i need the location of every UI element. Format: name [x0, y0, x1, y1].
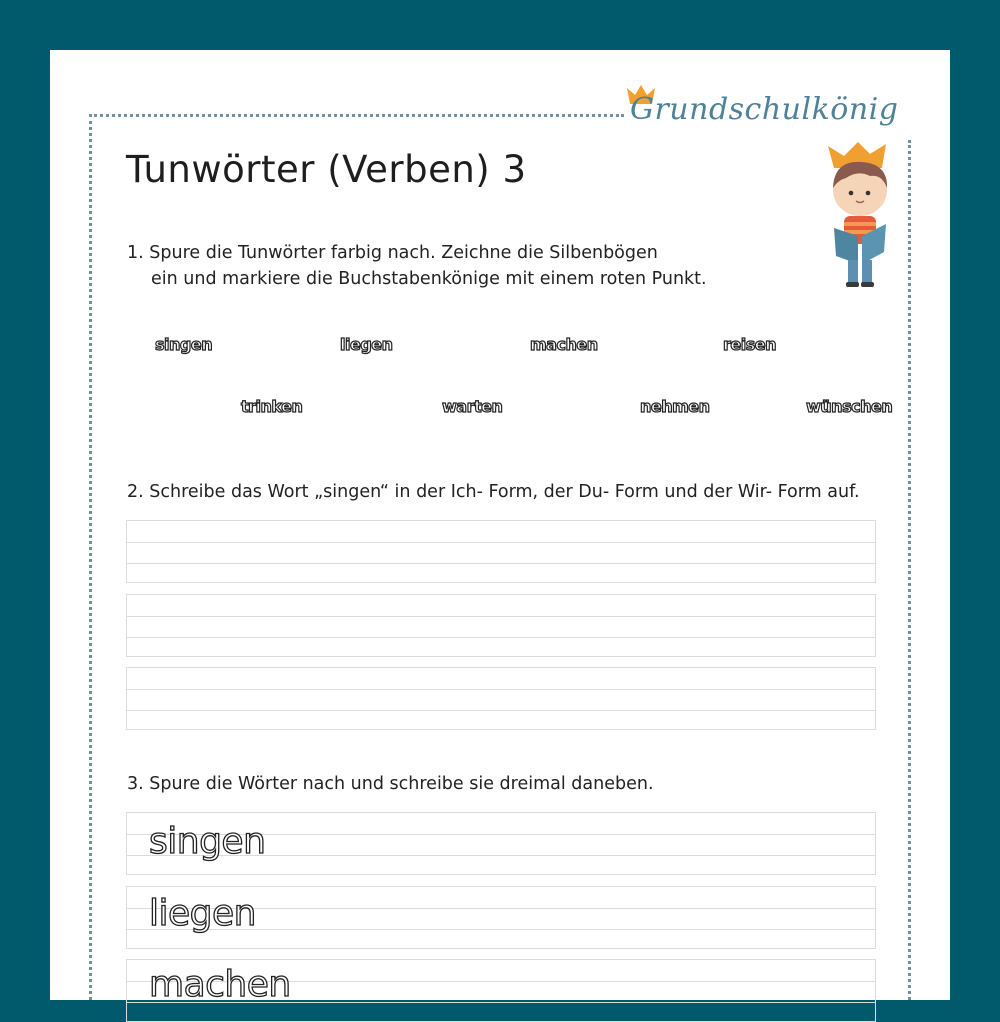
- brand-logo: Grundschulkönig: [630, 92, 899, 127]
- trace-word-outline: singen: [149, 821, 266, 862]
- writing-lines[interactable]: [126, 886, 876, 949]
- writing-lines[interactable]: [126, 667, 876, 730]
- trace-word-outline: machen: [149, 964, 291, 1005]
- task-1-line1: Spure die Tunwörter farbig nach. Zeichne die Silbenbögen: [149, 243, 658, 263]
- trace-word-outline: liegen: [149, 893, 256, 934]
- trace-word-outline: singen: [155, 335, 213, 354]
- task-number: 3.: [127, 774, 144, 794]
- trace-word-outline: warten: [442, 397, 503, 416]
- writing-lines[interactable]: [126, 594, 876, 657]
- writing-lines[interactable]: [126, 812, 876, 875]
- dotted-frame-right: [908, 140, 911, 1000]
- writing-lines[interactable]: [126, 520, 876, 583]
- trace-word-outline: wünschen: [806, 397, 893, 416]
- task-number: 2.: [127, 482, 144, 502]
- dotted-frame-top: [89, 114, 624, 117]
- task-2-line1: Schreibe das Wort „singen“ in der Ich- Form, der Du- Form und der Wir- Form auf.: [149, 482, 860, 502]
- task-2-instruction: [127, 479, 860, 505]
- task-3-instruction: [127, 771, 654, 797]
- trace-word-outline: reisen: [723, 335, 776, 354]
- task-3-line1: Spure die Wörter nach und schreibe sie dreimal daneben.: [149, 774, 654, 794]
- writing-lines[interactable]: [126, 959, 876, 1022]
- trace-word-outline: nehmen: [640, 397, 710, 416]
- task-1-instruction: [127, 240, 707, 292]
- task-1-line2: ein und markiere die Buchstabenkönige mit einem roten Punkt.: [151, 269, 707, 289]
- trace-word-outline: machen: [530, 335, 598, 354]
- boy-with-crown-reading-icon: [824, 140, 894, 290]
- trace-word-outline: liegen: [340, 335, 393, 354]
- page-title: Tunwörter (Verben) 3: [126, 148, 527, 191]
- trace-word-outline: trinken: [241, 397, 303, 416]
- task-number: 1.: [127, 243, 144, 263]
- dotted-frame-left: [89, 114, 92, 1000]
